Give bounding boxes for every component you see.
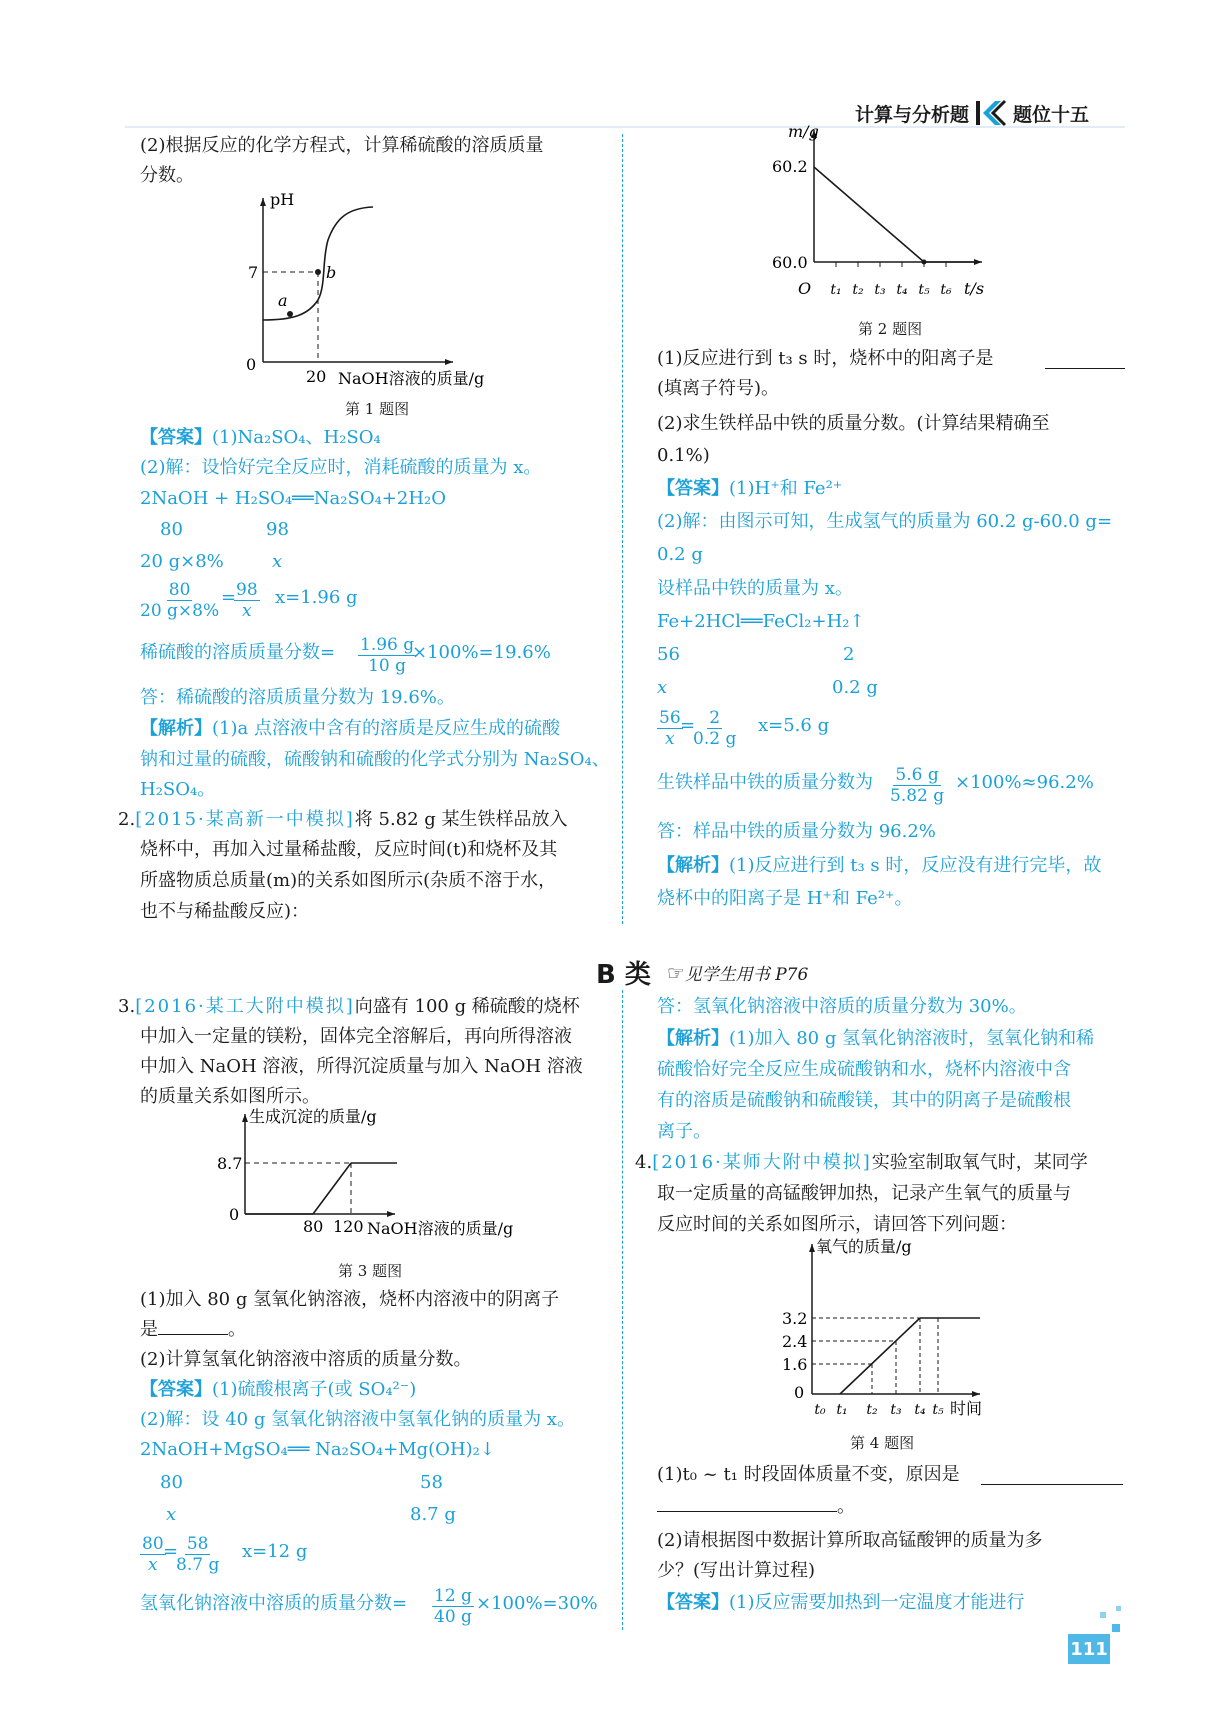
q1-fraction-2 bbox=[234, 580, 260, 621]
q4-tick-label: t₄ bbox=[914, 1402, 926, 1418]
q1-point-b: b bbox=[326, 263, 337, 282]
q3-subq1-b: 是 。 bbox=[140, 1315, 246, 1345]
q3-pct-tail: ×100%=30% bbox=[476, 1593, 598, 1614]
q1-answer-1: (1)Na₂SO₄、H₂SO₄ bbox=[212, 427, 381, 448]
q3-mass-naoh: 80 bbox=[160, 1472, 183, 1493]
q2-fraction-1: 56 x bbox=[659, 708, 681, 749]
q1-ylabel: pH bbox=[270, 190, 295, 209]
q1-pct-tail: ×100%=19.6% bbox=[412, 642, 551, 663]
q1-part2-line2: 分数。 bbox=[140, 165, 194, 186]
q2-tick-label: t₅ bbox=[918, 282, 930, 298]
q3-explanation-2: 硫酸恰好完全反应生成硫酸钠和水，烧杯内溶液中含 bbox=[657, 1059, 1071, 1080]
q1-value-naoh: 20 g×8% bbox=[140, 551, 224, 572]
q3-explanation-1: 【解析】(1)加入 80 g 氢氧化钠溶液时，氢氧化钠和稀 bbox=[657, 1028, 1095, 1049]
q1-frac2-num: 98 bbox=[236, 580, 258, 600]
q3-value-mgoh2: 8.7 g bbox=[410, 1504, 456, 1525]
q2-line3: 所盛物质总质量(m)的关系如图所示(杂质不溶于水， bbox=[140, 870, 557, 891]
q4-caption: 第 4 题图 bbox=[850, 1434, 915, 1452]
q2-fraction-2: 2 0.2 g bbox=[693, 708, 737, 749]
q2-subq1: (1)反应进行到 t₃ s 时，烧杯中的阳离子是 bbox=[657, 344, 993, 374]
q1-pct-label: 稀硫酸的溶质质量分数= bbox=[140, 642, 336, 663]
section-b-heading bbox=[596, 954, 808, 991]
q3-mass-mgoh2: 58 bbox=[420, 1472, 443, 1493]
q4-subq1-b: 。 bbox=[657, 1492, 855, 1522]
q2-tick-label: t₆ bbox=[940, 282, 952, 298]
q4-line1: 4.[2016·某师大附中模拟]实验室制取氧气时，某同学 bbox=[635, 1152, 1088, 1173]
q2-line1: 2.[2015·某高新一中模拟]将 5.82 g 某生铁样品放入 bbox=[118, 809, 568, 830]
q3-fraction-1: 80 x bbox=[142, 1534, 164, 1575]
q1-fraction-1 bbox=[140, 580, 219, 621]
section-b-ref: 见学生用书 P76 bbox=[684, 965, 809, 985]
q1-part2-line1: (2)根据反应的化学方程式，计算稀硫酸的溶质质量 bbox=[140, 135, 544, 156]
q1-y7: 7 bbox=[248, 263, 259, 282]
q4-y2: 2.4 bbox=[782, 1332, 808, 1351]
q4-line2: 取一定质量的高锰酸钾加热，记录产生氧气的质量与 bbox=[657, 1183, 1071, 1204]
q2-pct-fraction: 5.6 g 5.82 g bbox=[890, 765, 945, 806]
q3-explanation-4: 离子。 bbox=[657, 1121, 711, 1142]
q3-pct-label: 氢氧化钠溶液中溶质的质量分数= bbox=[140, 1593, 408, 1614]
q4-y3: 1.6 bbox=[782, 1355, 808, 1374]
q1-mass-naoh: 80 bbox=[160, 519, 183, 540]
header-position: 题位十五 bbox=[1013, 103, 1090, 126]
decor-square bbox=[1100, 1612, 1106, 1618]
q1-solution-line1: (2)解：设恰好完全反应时，消耗硫酸的质量为 x。 bbox=[140, 457, 542, 478]
decor-square bbox=[1112, 1624, 1120, 1632]
q1-point-a: a bbox=[278, 291, 288, 310]
q4-line3: 反应时间的关系如图所示，请回答下列问题： bbox=[657, 1214, 1017, 1235]
q2-final-answer: 答：样品中铁的质量分数为 96.2% bbox=[657, 821, 936, 842]
q1-value-h2so4: x bbox=[272, 551, 283, 572]
q3-blank-1[interactable] bbox=[158, 1316, 228, 1335]
q2-caption: 第 2 题图 bbox=[858, 320, 923, 338]
q4-y1: 3.2 bbox=[782, 1309, 808, 1328]
q2-equation: Fe+2HCl══FeCl₂+H₂↑ bbox=[657, 611, 865, 632]
q3-source: [2016·某工大附中模拟] bbox=[135, 996, 355, 1017]
q1-explanation-3: H₂SO₄。 bbox=[140, 779, 216, 800]
q3-equals: = bbox=[163, 1541, 179, 1562]
q1-pct-den: 10 g bbox=[368, 656, 407, 676]
q3-subq2: (2)计算氢氧化钠溶液中溶质的质量分数。 bbox=[140, 1349, 472, 1370]
header-section: 计算与分析题 bbox=[855, 103, 970, 126]
section-b-title: B 类 bbox=[596, 960, 651, 990]
q2-xlabel: t/s bbox=[964, 279, 985, 298]
q4-source: [2016·某师大附中模拟] bbox=[652, 1152, 872, 1173]
page-number-badge bbox=[1068, 1634, 1110, 1664]
q4-subq2-b: 少？(写出计算过程) bbox=[657, 1560, 816, 1581]
q3-pct-fraction: 12 g 40 g bbox=[434, 1586, 472, 1627]
q2-pct-tail: ×100%≈96.2% bbox=[955, 772, 1094, 793]
q4-subq1-a: (1)t₀ ~ t₁ 时段固体质量不变，原因是 bbox=[657, 1460, 960, 1490]
q4-origin: 0 bbox=[794, 1383, 805, 1402]
q3-xlabel: NaOH溶液的质量/g bbox=[367, 1219, 514, 1238]
q3-explanation-3: 有的溶质是硫酸钠和硫酸镁，其中的阴离子是硫酸根 bbox=[657, 1090, 1071, 1111]
q2-tick-label: t₂ bbox=[852, 282, 864, 298]
q4-blank-2[interactable] bbox=[657, 1493, 837, 1512]
q3-x1: 80 bbox=[303, 1217, 324, 1236]
q1-pct-fraction bbox=[358, 635, 416, 676]
q3-final-answer: 答：氢氧化钠溶液中溶质的质量分数为 30%。 bbox=[657, 996, 1027, 1017]
explanation-tag: 【解析】 bbox=[657, 1028, 729, 1049]
q3-line1: 3.[2016·某工大附中模拟]向盛有 100 g 稀硫酸的烧杯 bbox=[118, 996, 580, 1017]
q3-x2: 120 bbox=[333, 1217, 364, 1236]
q4-tick-label: t₂ bbox=[866, 1402, 878, 1418]
q2-value-fe: x bbox=[657, 677, 668, 698]
q1-final-answer: 答：稀硫酸的溶质质量分数为 19.6%。 bbox=[140, 687, 455, 708]
q2-subq2-b: 0.1%) bbox=[657, 445, 710, 466]
q2-explanation-2: 烧杯中的阳离子是 H⁺和 Fe²⁺。 bbox=[657, 888, 913, 909]
q3-line2: 中加入一定量的镁粉，固体完全溶解后，再向所得溶液 bbox=[140, 1026, 572, 1047]
q2-line2: 烧杯中，再加入过量稀盐酸，反应时间(t)和烧杯及其 bbox=[140, 839, 558, 860]
q4-oxygen-graph bbox=[780, 1238, 1000, 1418]
q1-x20: 20 bbox=[306, 367, 327, 386]
q1-frac1-den: 20 g×8% bbox=[140, 601, 220, 621]
q2-pct-label: 生铁样品中铁的质量分数为 bbox=[657, 772, 873, 793]
q4-blank-1[interactable] bbox=[981, 1484, 1123, 1485]
q3-line4: 的质量关系如图所示。 bbox=[140, 1086, 320, 1107]
q2-subq1-b: (填离子符号)。 bbox=[657, 378, 780, 399]
q2-mass-graph bbox=[772, 122, 1012, 307]
q2-subq2-a: (2)求生铁样品中铁的质量分数。(计算结果精确至 bbox=[657, 413, 1050, 434]
q4-xlabel: 时间 bbox=[950, 1399, 983, 1418]
q3-equation: 2NaOH+MgSO₄══ Na₂SO₄+Mg(OH)₂↓ bbox=[140, 1439, 495, 1460]
q1-origin: 0 bbox=[246, 355, 257, 374]
q3-sol-1: (2)解：设 40 g 氢氧化钠溶液中氢氧化钠的质量为 x。 bbox=[140, 1409, 575, 1430]
q3-fraction-2: 58 8.7 g bbox=[176, 1534, 220, 1575]
q1-frac2-den: x bbox=[242, 601, 252, 621]
q1-ph-graph bbox=[248, 190, 498, 390]
q1-equals: = bbox=[221, 587, 237, 608]
q1-xlabel: NaOH溶液的质量/g bbox=[338, 369, 485, 388]
q2-answer: 【答案】(1)H⁺和 Fe²⁺ bbox=[657, 478, 843, 499]
q2-equals: = bbox=[680, 715, 696, 736]
q3-precipitate-graph bbox=[215, 1108, 535, 1248]
answer-tag: 【答案】 bbox=[657, 1592, 729, 1613]
explanation-tag: 【解析】 bbox=[140, 718, 212, 739]
decor-square bbox=[1116, 1606, 1121, 1611]
answer-tag: 【答案】 bbox=[140, 427, 212, 448]
q2-mass-h2: 2 bbox=[843, 644, 855, 665]
q4-tick-label: t₅ bbox=[932, 1402, 944, 1418]
q1-caption: 第 1 题图 bbox=[345, 400, 410, 418]
q3-value-naoh: x bbox=[166, 1504, 177, 1525]
q2-y2: 60.0 bbox=[772, 253, 808, 272]
q1-result: x=1.96 g bbox=[275, 587, 358, 608]
explanation-tag: 【解析】 bbox=[657, 855, 729, 876]
q1-explanation-1: 【解析】(1)a 点溶液中含有的溶质是反应生成的硫酸 bbox=[140, 718, 560, 739]
column-divider bbox=[622, 134, 623, 924]
page-number: 111 bbox=[1070, 1638, 1108, 1660]
q2-source: [2015·某高新一中模拟] bbox=[135, 809, 355, 830]
q3-answer: 【答案】(1)硫酸根离子(或 SO₄²⁻) bbox=[140, 1379, 417, 1400]
answer-tag: 【答案】 bbox=[140, 1379, 212, 1400]
q2-line4: 也不与稀盐酸反应)： bbox=[140, 901, 310, 922]
q2-result: x=5.6 g bbox=[758, 715, 830, 736]
q3-result: x=12 g bbox=[242, 1541, 308, 1562]
q2-origin: O bbox=[798, 279, 812, 298]
q4-ylabel: 氧气的质量/g bbox=[816, 1237, 912, 1256]
answer-tag: 【答案】 bbox=[657, 478, 729, 499]
q2-mass-fe: 56 bbox=[657, 644, 680, 665]
q3-caption: 第 3 题图 bbox=[338, 1262, 403, 1280]
q2-explanation-1: 【解析】(1)反应进行到 t₃ s 时，反应没有进行完毕，故 bbox=[657, 855, 1102, 876]
q2-y1: 60.2 bbox=[772, 157, 808, 176]
q4-tick-label: t₀ bbox=[814, 1402, 826, 1418]
q2-tick-label: t₄ bbox=[896, 282, 908, 298]
column-divider bbox=[622, 990, 623, 1630]
q2-sol-1: (2)解：由图示可知，生成氢气的质量为 60.2 g-60.0 g= bbox=[657, 511, 1113, 532]
q2-tick-label: t₁ bbox=[830, 282, 842, 298]
q2-tick-label: t₃ bbox=[874, 282, 886, 298]
q3-line3: 中加入 NaOH 溶液，所得沉淀质量与加入 NaOH 溶液 bbox=[140, 1056, 583, 1077]
q3-origin: 0 bbox=[229, 1205, 240, 1224]
q4-tick-label: t₃ bbox=[890, 1402, 902, 1418]
q4-subq2-a: (2)请根据图中数据计算所取高锰酸钾的质量为多 bbox=[657, 1530, 1043, 1551]
q4-tick-label: t₁ bbox=[836, 1402, 848, 1418]
q3-y: 8.7 bbox=[217, 1154, 243, 1173]
q4-answer: 【答案】(1)反应需要加热到一定温度才能进行 bbox=[657, 1592, 1025, 1613]
q1-frac1-num: 80 bbox=[168, 580, 191, 600]
q1-equation: 2NaOH + H₂SO₄══Na₂SO₄+2H₂O bbox=[140, 488, 447, 509]
q2-value-h2: 0.2 g bbox=[832, 677, 878, 698]
q1-mass-h2so4: 98 bbox=[266, 519, 289, 540]
q2-sol-2: 0.2 g bbox=[657, 544, 703, 565]
q2-ylabel: m/g bbox=[788, 122, 819, 141]
q3-ylabel: 生成沉淀的质量/g bbox=[249, 1107, 377, 1126]
q1-pct-num: 1.96 g bbox=[360, 635, 415, 655]
q3-subq1-a: (1)加入 80 g 氢氧化钠溶液，烧杯内溶液中的阴离子 bbox=[140, 1289, 560, 1310]
q1-explanation-2: 钠和过量的硫酸，硫酸钠和硫酸的化学式分别为 Na₂SO₄、 bbox=[140, 749, 610, 770]
q2-blank-1[interactable] bbox=[1045, 368, 1125, 369]
q2-number: 2. bbox=[118, 809, 136, 830]
q1-answer bbox=[140, 423, 381, 453]
pointing-hand-icon: ☞ bbox=[666, 960, 685, 985]
q2-sol-3: 设样品中铁的质量为 x。 bbox=[657, 578, 853, 599]
